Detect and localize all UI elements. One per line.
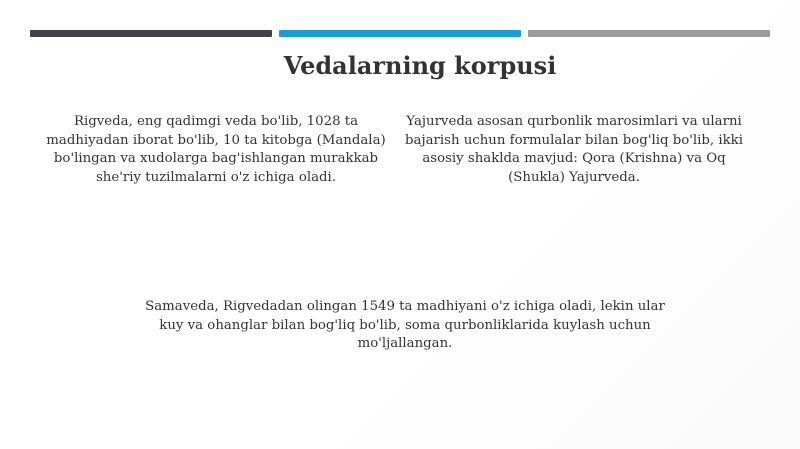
accent-bar-right [528,30,770,37]
paragraph-yajurveda: Yajurveda asosan qurbonlik marosimlari va ularni bajarish uchun formulalar bilan bog'liq bo'lib, ikki asosiy shaklda mavjud: Qora (Krishna) va Oq (Shukla) Yajurveda. [405,114,743,185]
slide-title: Vedalarning korpusi [283,51,557,80]
paragraph-samaveda: Samaveda, Rigvedadan olingan 1549 ta madhiyani o'z ichiga oladi, lekin ular kuy va ohanglar bilan bog'liq bo'lib, soma qurbonliklarida kuylash uchun mo'ljallangan. [145,299,665,351]
accent-bar-middle [279,30,521,37]
paragraph-rigveda: Rigveda, eng qadimgi veda bo'lib, 1028 ta madhiyadan iborat bo'lib, 10 ta kitobga (Mandala) bo'lingan va xudolarga bag'ishlangan murakkab she'riy tuzilmalarni o'z ichiga oladi. [46,114,386,185]
accent-bar-left [30,30,272,37]
